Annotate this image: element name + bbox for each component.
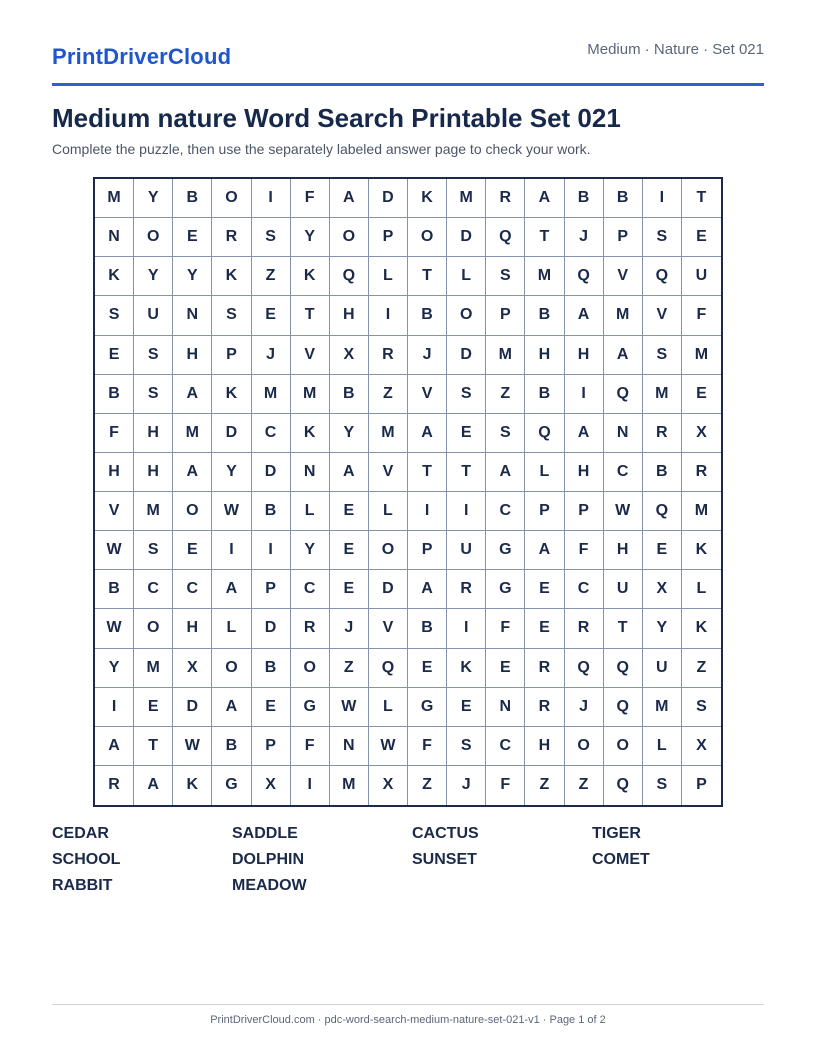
grid-cell: C <box>565 570 604 609</box>
grid-cell: J <box>330 609 369 648</box>
grid-cell: V <box>604 257 643 296</box>
grid-cell: E <box>173 218 212 257</box>
grid-cell: A <box>565 296 604 335</box>
word-list-item: CACTUS <box>412 825 479 842</box>
grid-cell: U <box>682 257 721 296</box>
grid-cell: H <box>134 453 173 492</box>
grid-cell: J <box>252 336 291 375</box>
grid-cell: L <box>447 257 486 296</box>
grid-cell: M <box>291 375 330 414</box>
grid-cell: A <box>173 453 212 492</box>
grid-cell: J <box>565 688 604 727</box>
grid-cell: P <box>252 570 291 609</box>
grid-cell: A <box>173 375 212 414</box>
grid-cell: A <box>95 727 134 766</box>
grid-cell: C <box>252 414 291 453</box>
grid-cell: F <box>486 609 525 648</box>
grid-cell: G <box>408 688 447 727</box>
grid-cell: Q <box>643 257 682 296</box>
grid-cell: B <box>643 453 682 492</box>
grid-cell: A <box>330 453 369 492</box>
grid-cell: F <box>291 179 330 218</box>
grid-cell: W <box>330 688 369 727</box>
grid-cell: M <box>447 179 486 218</box>
grid-cell: M <box>682 336 721 375</box>
grid-cell: D <box>212 414 251 453</box>
grid-cell: X <box>173 649 212 688</box>
grid-cell: A <box>525 179 564 218</box>
word-list <box>52 825 772 903</box>
grid-cell: Y <box>291 531 330 570</box>
grid-cell: W <box>95 531 134 570</box>
grid-cell: S <box>134 336 173 375</box>
grid-cell: J <box>565 218 604 257</box>
grid-cell: Y <box>330 414 369 453</box>
grid-cell: K <box>291 414 330 453</box>
grid-cell: J <box>447 766 486 805</box>
grid-cell: Q <box>565 257 604 296</box>
grid-cell: P <box>486 296 525 335</box>
grid-cell: Q <box>565 649 604 688</box>
grid-cell: U <box>447 531 486 570</box>
grid-cell: R <box>643 414 682 453</box>
grid-cell: O <box>447 296 486 335</box>
grid-cell: P <box>212 336 251 375</box>
grid-cell: G <box>486 531 525 570</box>
grid-cell: E <box>447 688 486 727</box>
word-list-item: TIGER <box>592 825 641 842</box>
grid-cell: S <box>486 414 525 453</box>
grid-cell: P <box>696 776 707 794</box>
grid-cell: T <box>408 257 447 296</box>
grid-cell: A <box>134 766 173 805</box>
grid-cell: E <box>95 336 134 375</box>
grid-cell: M <box>330 766 369 805</box>
grid-cell: C <box>173 570 212 609</box>
grid-cell: H <box>330 296 369 335</box>
grid-cell: S <box>643 218 682 257</box>
grid-cell: E <box>408 649 447 688</box>
grid-cell: L <box>682 570 721 609</box>
grid-cell: I <box>408 492 447 531</box>
grid-cell: T <box>604 609 643 648</box>
grid-cell: B <box>173 179 212 218</box>
grid-cell: P <box>604 218 643 257</box>
grid-cell: O <box>330 218 369 257</box>
grid-cell: P <box>408 531 447 570</box>
grid-cell: B <box>565 179 604 218</box>
grid-cell: C <box>291 570 330 609</box>
footer-divider <box>52 1004 764 1005</box>
grid-cell: A <box>525 531 564 570</box>
grid-cell: D <box>369 570 408 609</box>
word-list-item: SUNSET <box>412 851 477 868</box>
grid-cell: B <box>252 492 291 531</box>
grid-cell: Q <box>604 688 643 727</box>
grid-cell: Z <box>369 375 408 414</box>
grid-cell: H <box>173 609 212 648</box>
grid-cell: U <box>134 296 173 335</box>
grid-cell: R <box>95 766 134 805</box>
grid-cell: O <box>408 218 447 257</box>
grid-cell: X <box>252 766 291 805</box>
grid-cell: Y <box>291 218 330 257</box>
grid-cell: U <box>604 570 643 609</box>
grid-cell: N <box>604 414 643 453</box>
grid-cell: M <box>134 649 173 688</box>
grid-cell: E <box>330 492 369 531</box>
grid-cell: Z <box>565 766 604 805</box>
grid-cell: T <box>291 296 330 335</box>
grid-cell: I <box>447 609 486 648</box>
grid-cell: H <box>604 531 643 570</box>
grid-cell: L <box>369 688 408 727</box>
grid-cell: P <box>369 218 408 257</box>
grid-cell: B <box>408 609 447 648</box>
word-list-item: SADDLE <box>232 825 298 842</box>
grid-cell: B <box>330 375 369 414</box>
grid-cell: H <box>565 336 604 375</box>
grid-cell: O <box>291 649 330 688</box>
grid-cell: K <box>682 609 721 648</box>
grid-cell: K <box>447 649 486 688</box>
grid-cell: Y <box>95 649 134 688</box>
grid-cell: Y <box>212 453 251 492</box>
grid-cell: M <box>369 414 408 453</box>
page-header <box>52 0 764 86</box>
word-list-item: COMET <box>592 851 650 868</box>
grid-cell: T <box>408 453 447 492</box>
grid-cell: Q <box>604 649 643 688</box>
grid-cell: D <box>173 688 212 727</box>
grid-cell: I <box>252 531 291 570</box>
grid-cell: T <box>525 218 564 257</box>
grid-cell: E <box>173 531 212 570</box>
grid-cell: I <box>95 688 134 727</box>
grid-cell: K <box>95 257 134 296</box>
grid-cell: O <box>565 727 604 766</box>
grid-cell: R <box>525 649 564 688</box>
grid-cell: I <box>291 766 330 805</box>
grid-cell: B <box>408 296 447 335</box>
grid-cell: D <box>447 336 486 375</box>
grid-cell: K <box>212 375 251 414</box>
grid-cell: X <box>330 336 369 375</box>
grid-cell: P <box>252 727 291 766</box>
grid-cell: E <box>486 649 525 688</box>
grid-cell: N <box>486 688 525 727</box>
puzzle-meta: Medium · Nature · Set 021 <box>587 41 764 58</box>
grid-cell: R <box>565 609 604 648</box>
grid-cell: Z <box>525 766 564 805</box>
grid-cell: R <box>447 570 486 609</box>
grid-cell: Z <box>486 375 525 414</box>
word-list-item: RABBIT <box>52 877 113 894</box>
grid-cell: S <box>447 727 486 766</box>
grid-cell: O <box>212 179 251 218</box>
grid-cell: B <box>525 375 564 414</box>
grid-cell: A <box>604 336 643 375</box>
grid-cell: H <box>525 727 564 766</box>
word-list-item: CEDAR <box>52 825 109 842</box>
grid-cell: R <box>212 218 251 257</box>
grid-cell: O <box>369 531 408 570</box>
grid-cell: S <box>212 296 251 335</box>
grid-cell: P <box>525 492 564 531</box>
grid-cell: E <box>525 570 564 609</box>
grid-cell: P <box>565 492 604 531</box>
grid-cell: M <box>173 414 212 453</box>
grid-cell: M <box>486 336 525 375</box>
word-list-item: SCHOOL <box>52 851 121 868</box>
grid-cell: S <box>134 375 173 414</box>
grid-cell: Q <box>525 414 564 453</box>
grid-cell: H <box>95 453 134 492</box>
grid-cell: E <box>330 570 369 609</box>
grid-cell: C <box>134 570 173 609</box>
grid-cell: I <box>565 375 604 414</box>
grid-cell: K <box>408 179 447 218</box>
grid-cell: M <box>525 257 564 296</box>
grid-cell: E <box>252 296 291 335</box>
grid-cell: E <box>330 531 369 570</box>
grid-cell: S <box>682 688 721 727</box>
grid-cell: M <box>252 375 291 414</box>
page-title: Medium nature Word Search Printable Set 021 <box>52 103 621 133</box>
grid-cell: A <box>408 570 447 609</box>
grid-cell: V <box>369 453 408 492</box>
grid-cell: L <box>369 492 408 531</box>
grid-cell: U <box>643 649 682 688</box>
grid-cell: R <box>291 609 330 648</box>
grid-cell: Y <box>173 257 212 296</box>
grid-cell: M <box>643 688 682 727</box>
grid-cell: H <box>173 336 212 375</box>
grid-cell: O <box>604 727 643 766</box>
grid-cell: A <box>408 414 447 453</box>
grid-cell: Y <box>643 609 682 648</box>
grid-cell: Q <box>369 649 408 688</box>
grid-cell: C <box>486 727 525 766</box>
grid-cell: B <box>212 727 251 766</box>
grid-cell: L <box>212 609 251 648</box>
grid-cell: K <box>173 766 212 805</box>
grid-cell: S <box>95 296 134 335</box>
grid-cell: A <box>330 179 369 218</box>
grid-cell: M <box>682 492 721 531</box>
grid-cell: C <box>604 453 643 492</box>
grid-cell: E <box>134 688 173 727</box>
grid-cell: H <box>565 453 604 492</box>
grid-cell: B <box>95 570 134 609</box>
grid-cell: V <box>643 296 682 335</box>
grid-cell: M <box>95 179 134 218</box>
grid-cell: S <box>447 375 486 414</box>
grid-cell: V <box>291 336 330 375</box>
grid-cell: F <box>291 727 330 766</box>
page-footer: PrintDriverCloud.com · pdc-word-search-medium-nature-set-021-v1 · Page 1 of 2 <box>210 1014 606 1026</box>
grid-cell: N <box>291 453 330 492</box>
grid-cell: A <box>486 453 525 492</box>
grid-cell: N <box>173 296 212 335</box>
grid-cell: I <box>252 179 291 218</box>
grid-cell: F <box>95 414 134 453</box>
grid-cell: F <box>408 727 447 766</box>
grid-cell: R <box>525 688 564 727</box>
grid-cell: E <box>525 609 564 648</box>
grid-cell: L <box>369 257 408 296</box>
grid-cell: O <box>212 649 251 688</box>
grid-cell: K <box>291 257 330 296</box>
grid-cell: E <box>643 531 682 570</box>
grid-cell: Q <box>330 257 369 296</box>
grid-cell: V <box>95 492 134 531</box>
grid-cell: H <box>525 336 564 375</box>
grid-cell: I <box>643 179 682 218</box>
grid-cell: T <box>134 727 173 766</box>
grid-cell: A <box>212 688 251 727</box>
grid-cell: Z <box>252 257 291 296</box>
grid-cell: X <box>643 570 682 609</box>
grid-cell: F <box>682 296 721 335</box>
grid-cell: X <box>682 414 721 453</box>
grid-cell: M <box>643 375 682 414</box>
grid-cell: Y <box>134 179 173 218</box>
grid-cell: S <box>643 336 682 375</box>
grid-cell: K <box>682 531 721 570</box>
grid-cell: S <box>643 766 682 805</box>
grid-cell: I <box>212 531 251 570</box>
word-list-item: DOLPHIN <box>232 851 304 868</box>
grid-cell: X <box>682 727 721 766</box>
grid-cell: Q <box>604 375 643 414</box>
grid-cell: A <box>212 570 251 609</box>
grid-cell: Q <box>643 492 682 531</box>
grid-cell: Q <box>604 766 643 805</box>
grid-cell: W <box>173 727 212 766</box>
grid-cell: E <box>682 375 721 414</box>
grid-cell: Y <box>134 257 173 296</box>
grid-cell: S <box>486 257 525 296</box>
grid-cell: M <box>134 492 173 531</box>
grid-cell: W <box>95 609 134 648</box>
grid-cell: I <box>447 492 486 531</box>
grid-cell: T <box>447 453 486 492</box>
grid-cell: O <box>134 218 173 257</box>
grid-cell: F <box>565 531 604 570</box>
grid-cell: D <box>252 453 291 492</box>
grid-cell: B <box>252 649 291 688</box>
grid-cell: S <box>134 531 173 570</box>
grid-cell: B <box>95 375 134 414</box>
grid-cell: Z <box>682 649 721 688</box>
grid-cell: J <box>408 336 447 375</box>
page-subtitle: Complete the puzzle, then use the separately labeled answer page to check your work. <box>52 141 591 157</box>
grid-cell: L <box>525 453 564 492</box>
grid-cell: L <box>643 727 682 766</box>
grid-cell: G <box>212 766 251 805</box>
grid-cell: D <box>252 609 291 648</box>
grid-cell: K <box>212 257 251 296</box>
grid-cell: Z <box>408 766 447 805</box>
grid-cell: B <box>525 296 564 335</box>
grid-cell: A <box>565 414 604 453</box>
grid-cell: M <box>604 296 643 335</box>
grid-cell: I <box>369 296 408 335</box>
grid-cell: F <box>486 766 525 805</box>
grid-cell: E <box>252 688 291 727</box>
grid-cell: R <box>682 453 721 492</box>
grid-cell: Z <box>330 649 369 688</box>
grid-cell: O <box>173 492 212 531</box>
grid-cell: S <box>252 218 291 257</box>
grid-cell: V <box>408 375 447 414</box>
grid-cell: L <box>291 492 330 531</box>
grid-cell: W <box>212 492 251 531</box>
grid-cell: T <box>682 179 721 218</box>
grid-cell: N <box>330 727 369 766</box>
grid-cell: N <box>95 218 134 257</box>
grid-cell: V <box>369 609 408 648</box>
grid-cell: W <box>604 492 643 531</box>
grid-cell: E <box>682 218 721 257</box>
word-list-item: MEADOW <box>232 877 307 894</box>
grid-cell: E <box>447 414 486 453</box>
grid-cell: X <box>369 766 408 805</box>
grid-cell: B <box>604 179 643 218</box>
grid-cell: Q <box>486 218 525 257</box>
grid-cell: C <box>486 492 525 531</box>
grid-cell: R <box>369 336 408 375</box>
grid-cell: G <box>291 688 330 727</box>
word-search-grid <box>93 177 723 807</box>
grid-cell: O <box>134 609 173 648</box>
brand-logo[interactable]: PrintDriverCloud <box>52 44 232 69</box>
grid-cell: W <box>369 727 408 766</box>
grid-cell: D <box>369 179 408 218</box>
grid-cell: D <box>447 218 486 257</box>
grid-cell: G <box>486 570 525 609</box>
grid-cell: H <box>134 414 173 453</box>
grid-cell: R <box>486 179 525 218</box>
